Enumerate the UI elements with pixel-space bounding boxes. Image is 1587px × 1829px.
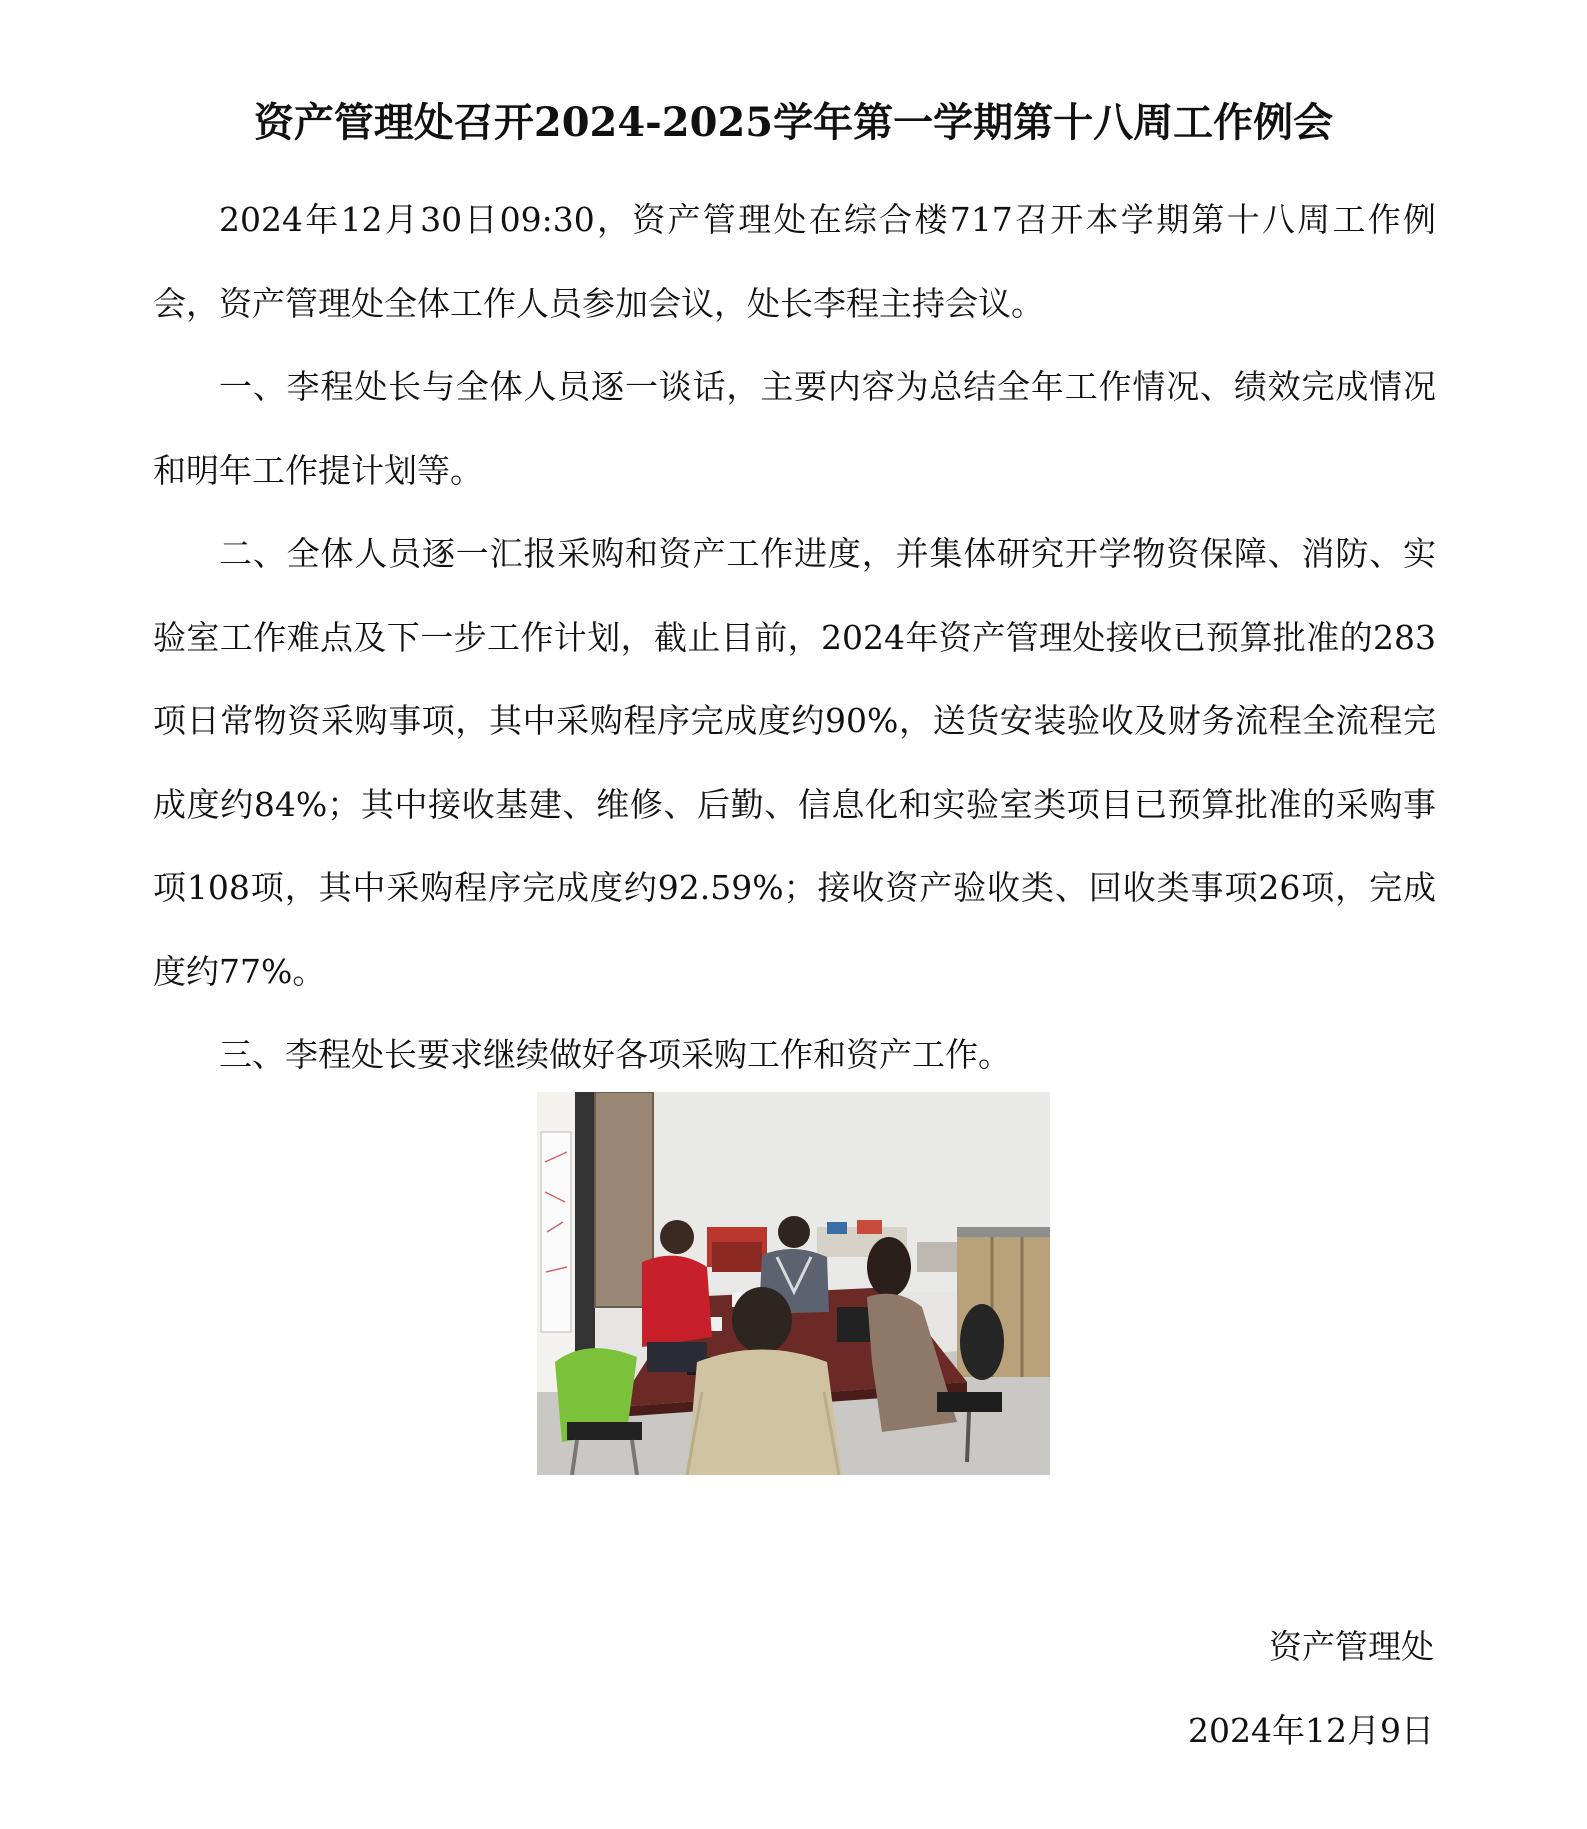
paragraph-item-1: 一、李程处长与全体人员逐一谈话，主要内容为总结全年工作情况、绩效完成情况和明年工作提计划等。 — [153, 367, 1436, 490]
signature-block — [1188, 1605, 1434, 1772]
document-body — [153, 178, 1436, 1097]
signature-department: 资产管理处 — [1269, 1627, 1434, 1666]
meeting-photo — [537, 1092, 1050, 1475]
paragraph-intro: 2024年12月30日09:30，资产管理处在综合楼717召开本学期第十八周工作例会，资产管理处全体工作人员参加会议，处长李程主持会议。 — [153, 200, 1436, 323]
paragraph-item-3: 三、李程处长要求继续做好各项采购工作和资产工作。 — [219, 1035, 1011, 1074]
paragraph-item-2: 二、全体人员逐一汇报采购和资产工作进度，并集体研究开学物资保障、消防、实验室工作难点及下一步工作计划，截止目前，2024年资产管理处接收已预算批准的283项日常物资采购事项，其中采购程序完成度约90%，送货安装验收及财务流程全流程完成度约84%；其中接收基建、维修、后勤、信息化和实验室类项目已预算批准的采购事项108项，其中采购程序完成度约92.59%；接收资产验收类、回收类事项26项，完成度约77%。 — [153, 534, 1436, 991]
signature-date: 2024年12月9日 — [1188, 1710, 1434, 1750]
document-title: 资产管理处召开2024-2025学年第一学期第十八周工作例会 — [253, 99, 1334, 146]
